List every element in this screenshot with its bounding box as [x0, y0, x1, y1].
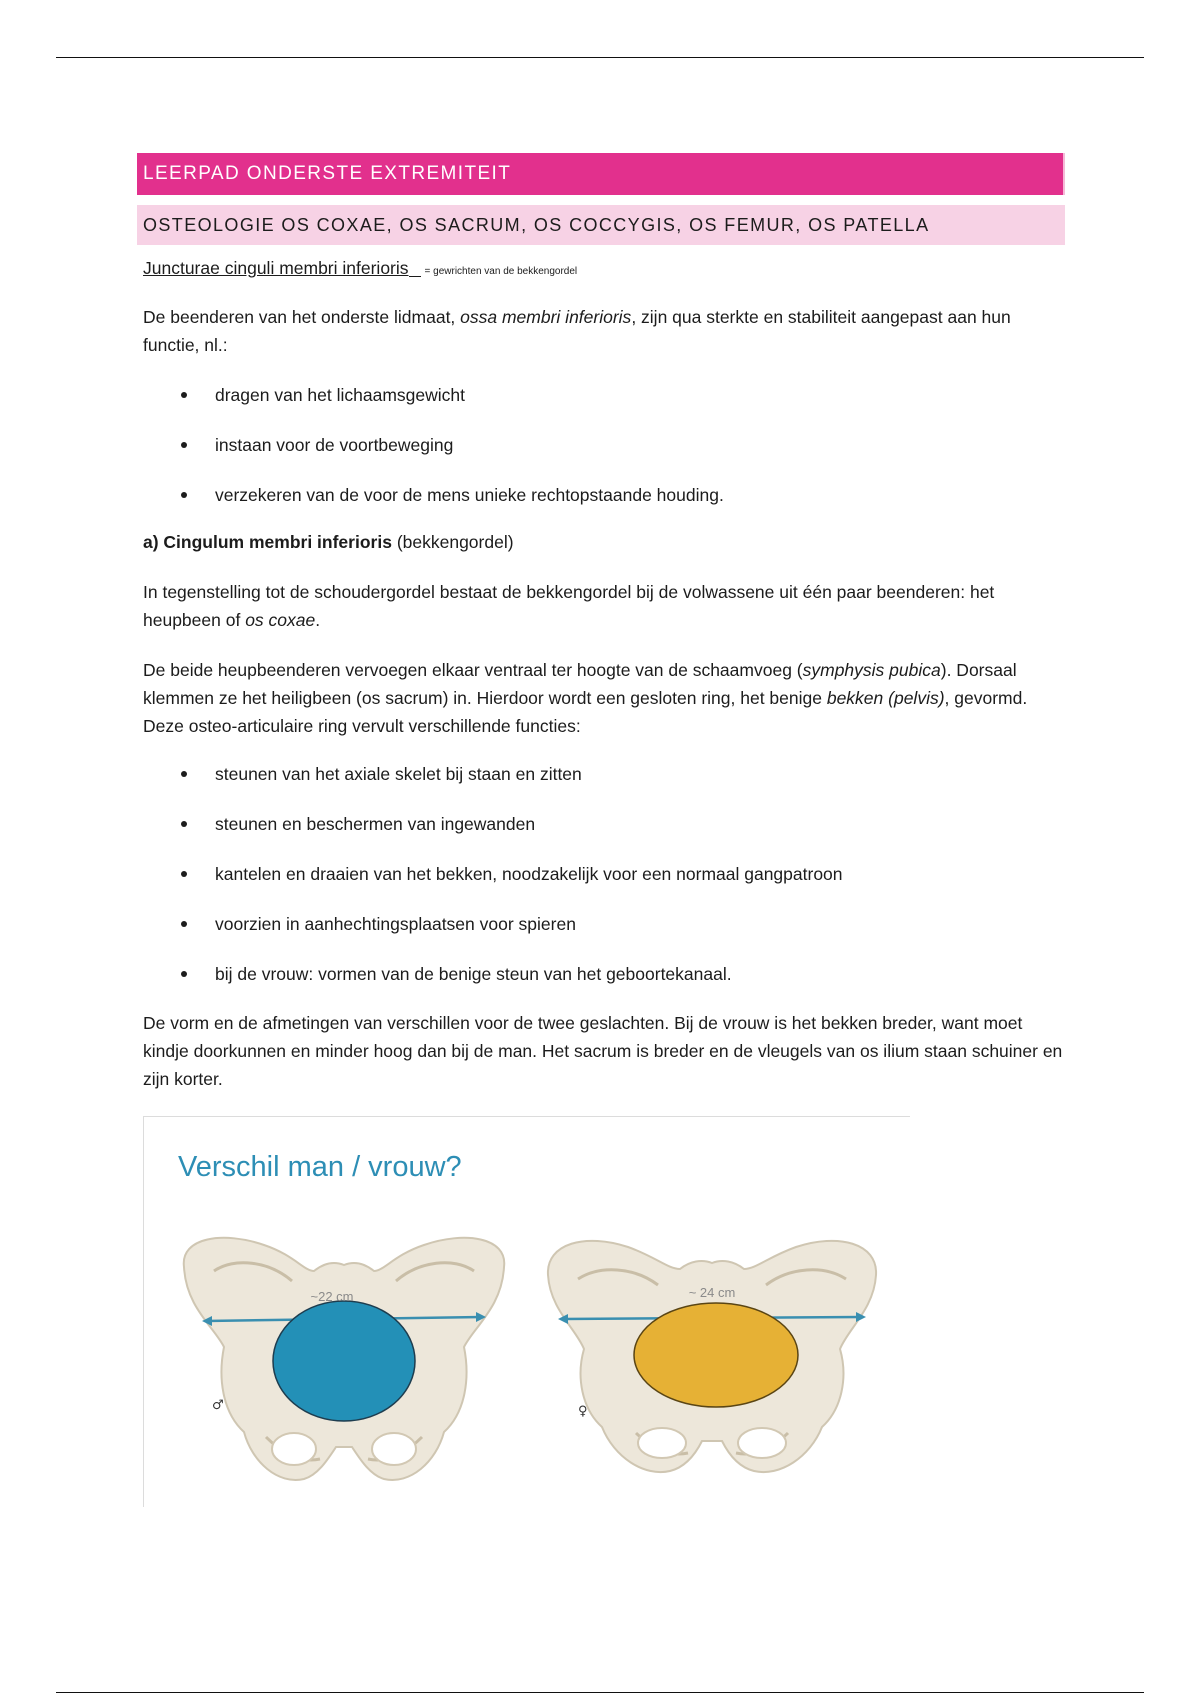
functions-list-2 — [177, 760, 843, 988]
para2-italic: os coxae — [245, 610, 316, 630]
paragraph-4: De vorm en de afmetingen van verschillen voor de twee geslachten. Bij de vrouw is het bekken breder, want moet kindje doorkunnen en minder hoog dan bij de man. Het sacrum is breder en de vleugels van os ilium staan schuiner en zijn korter. — [143, 1013, 1063, 1089]
section-heading: Juncturae cinguli membri inferioris — [143, 258, 409, 278]
female-symbol: ♀ — [578, 1404, 588, 1419]
section-note: = gewrichten van de bekkengordel — [424, 266, 578, 277]
cingulum-label: a) Cingulum membri inferioris — [143, 532, 392, 552]
male-width-label: ~22 cm — [310, 1289, 354, 1304]
para2-text: In tegenstelling tot de schoudergordel bestaat de bekkengordel bij de volwassene uit één paar beenderen: het heupbeen of — [143, 582, 995, 630]
list-item: voorzien in aanhechtingsplaatsen voor spieren — [177, 910, 843, 938]
obturator-foramen-left — [638, 1428, 686, 1458]
page-title: LEERPAD ONDERSTE EXTREMITEIT — [137, 153, 1065, 195]
para3-text-2: ). Dorsaal klemmen ze het heiligbeen (os sacrum) in. Hierdoor wordt een gesloten ring, het benige — [143, 660, 1017, 708]
obturator-foramen-left — [272, 1433, 316, 1465]
footer-rule — [56, 1692, 1144, 1693]
female-pelvic-inlet — [634, 1303, 798, 1407]
figure-title: Verschil man / vrouw? — [178, 1151, 462, 1183]
para3-text-3: , gevormd. Deze osteo-articulaire ring vervult verschillende functies: — [143, 688, 1028, 736]
list-item: verzekeren van de voor de mens unieke rechtopstaande houding. — [177, 481, 724, 509]
list-item: steunen van het axiale skelet bij staan en zitten — [177, 760, 843, 788]
intro-text-2: , zijn qua sterkte en stabiliteit aangepast aan hun functie, nl.: — [143, 307, 1011, 355]
cingulum-paren: (bekkengordel) — [396, 532, 514, 552]
para3-italic-2: bekken (pelvis) — [826, 688, 945, 708]
list-item: bij de vrouw: vormen van de benige steun van het geboortekanaal. — [177, 960, 843, 988]
female-width-label: ~ 24 cm — [688, 1285, 736, 1300]
cingulum-heading — [143, 528, 1063, 556]
page-subtitle: OSTEOLOGIE OS COXAE, OS SACRUM, OS COCCYGIS, OS FEMUR, OS PATELLA — [137, 205, 1065, 245]
intro-paragraph — [143, 303, 1063, 359]
paragraph-2 — [143, 578, 1063, 634]
section-heading-line — [143, 254, 577, 286]
para2-end: . — [315, 610, 321, 630]
male-symbol: ♂ — [212, 1398, 224, 1413]
functions-list-1 — [177, 381, 724, 509]
header-rule — [56, 57, 1144, 58]
intro-text-1: De beenderen van het onderste lidmaat, — [143, 307, 461, 327]
list-item: kantelen en draaien van het bekken, noodzakelijk voor een normaal gangpatroon — [177, 860, 843, 888]
underline-gap — [409, 258, 421, 277]
list-item: dragen van het lichaamsgewicht — [177, 381, 724, 409]
para3-italic-1: symphysis pubica — [802, 660, 941, 680]
list-item: instaan voor de voortbeweging — [177, 431, 724, 459]
pelvis-comparison-figure — [143, 1116, 910, 1507]
obturator-foramen-right — [372, 1433, 416, 1465]
male-pelvis-illustration — [174, 1227, 514, 1489]
obturator-foramen-right — [738, 1428, 786, 1458]
para3-text-1: De beide heupbeenderen vervoegen elkaar ventraal ter hoogte van de schaamvoeg ( — [143, 660, 803, 680]
male-pelvic-inlet — [273, 1301, 415, 1421]
paragraph-3 — [143, 656, 1063, 740]
female-pelvis-illustration — [540, 1227, 884, 1489]
intro-italic: ossa membri inferioris — [460, 307, 632, 327]
list-item: steunen en beschermen van ingewanden — [177, 810, 843, 838]
